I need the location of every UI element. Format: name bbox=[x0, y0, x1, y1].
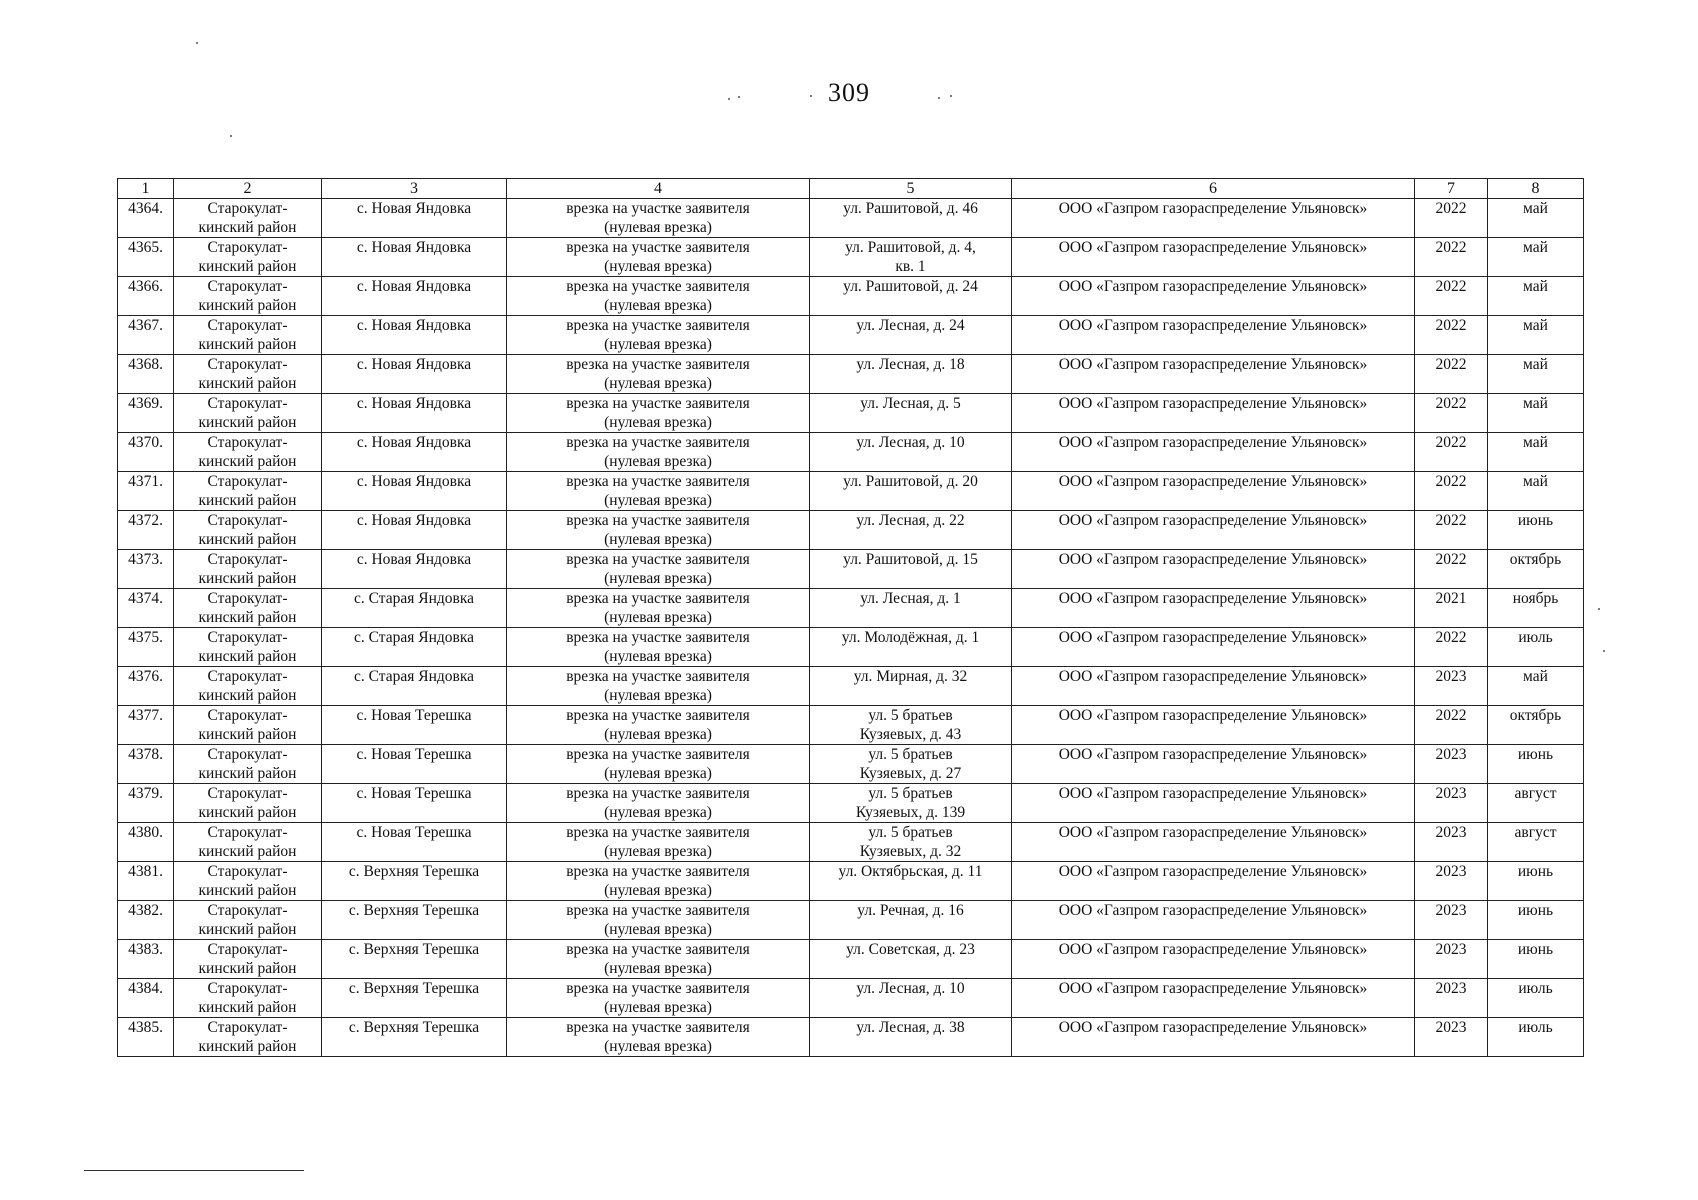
table-row bbox=[118, 628, 1584, 667]
organization-cell: ООО «Газпром газораспределение Ульяновск» bbox=[1012, 784, 1415, 823]
district-cell: Старокулат- кинский район bbox=[174, 706, 322, 745]
row-number: 4368. bbox=[118, 355, 174, 394]
address-cell: ул. 5 братьев Кузяевых, д. 139 bbox=[810, 784, 1012, 823]
year-cell: 2022 bbox=[1415, 511, 1488, 550]
month-cell: май bbox=[1488, 355, 1584, 394]
work-type-cell: врезка на участке заявителя (нулевая врезка) bbox=[507, 784, 810, 823]
month-cell: октябрь bbox=[1488, 706, 1584, 745]
district-cell: Старокулат- кинский район bbox=[174, 745, 322, 784]
table-row bbox=[118, 394, 1584, 433]
row-number: 4384. bbox=[118, 979, 174, 1018]
column-header-1: 1 bbox=[118, 179, 174, 199]
year-cell: 2023 bbox=[1415, 901, 1488, 940]
district-cell: Старокулат- кинский район bbox=[174, 589, 322, 628]
address-cell: ул. Рашитовой, д. 24 bbox=[810, 277, 1012, 316]
scan-speck bbox=[738, 96, 740, 98]
scan-speck bbox=[196, 42, 198, 44]
district-cell: Старокулат- кинский район bbox=[174, 238, 322, 277]
column-header-2: 2 bbox=[174, 179, 322, 199]
settlement-cell: с. Новая Яндовка bbox=[322, 433, 507, 472]
month-cell: июнь bbox=[1488, 940, 1584, 979]
work-type-cell: врезка на участке заявителя (нулевая врезка) bbox=[507, 511, 810, 550]
month-cell: август bbox=[1488, 784, 1584, 823]
address-cell: ул. 5 братьев Кузяевых, д. 27 bbox=[810, 745, 1012, 784]
row-number: 4371. bbox=[118, 472, 174, 511]
table-row bbox=[118, 979, 1584, 1018]
row-number: 4372. bbox=[118, 511, 174, 550]
work-type-cell: врезка на участке заявителя (нулевая врезка) bbox=[507, 433, 810, 472]
organization-cell: ООО «Газпром газораспределение Ульяновск» bbox=[1012, 940, 1415, 979]
organization-cell: ООО «Газпром газораспределение Ульяновск» bbox=[1012, 277, 1415, 316]
month-cell: июнь bbox=[1488, 901, 1584, 940]
year-cell: 2022 bbox=[1415, 550, 1488, 589]
table-row bbox=[118, 862, 1584, 901]
district-cell: Старокулат- кинский район bbox=[174, 472, 322, 511]
month-cell: июнь bbox=[1488, 511, 1584, 550]
row-number: 4378. bbox=[118, 745, 174, 784]
organization-cell: ООО «Газпром газораспределение Ульяновск» bbox=[1012, 199, 1415, 238]
organization-cell: ООО «Газпром газораспределение Ульяновск» bbox=[1012, 901, 1415, 940]
year-cell: 2023 bbox=[1415, 862, 1488, 901]
work-type-cell: врезка на участке заявителя (нулевая врезка) bbox=[507, 199, 810, 238]
year-cell: 2021 bbox=[1415, 589, 1488, 628]
table-row bbox=[118, 784, 1584, 823]
district-cell: Старокулат- кинский район bbox=[174, 667, 322, 706]
scan-speck bbox=[938, 97, 940, 99]
settlement-cell: с. Верхняя Терешка bbox=[322, 1018, 507, 1057]
settlement-cell: с. Новая Яндовка bbox=[322, 199, 507, 238]
work-type-cell: врезка на участке заявителя (нулевая врезка) bbox=[507, 1018, 810, 1057]
organization-cell: ООО «Газпром газораспределение Ульяновск» bbox=[1012, 823, 1415, 862]
district-cell: Старокулат- кинский район bbox=[174, 979, 322, 1018]
table-row bbox=[118, 706, 1584, 745]
organization-cell: ООО «Газпром газораспределение Ульяновск» bbox=[1012, 628, 1415, 667]
row-number: 4369. bbox=[118, 394, 174, 433]
scan-speck bbox=[1603, 650, 1605, 652]
district-cell: Старокулат- кинский район bbox=[174, 862, 322, 901]
settlement-cell: с. Верхняя Терешка bbox=[322, 979, 507, 1018]
row-number: 4379. bbox=[118, 784, 174, 823]
settlement-cell: с. Верхняя Терешка bbox=[322, 940, 507, 979]
work-type-cell: врезка на участке заявителя (нулевая врезка) bbox=[507, 472, 810, 511]
row-number: 4370. bbox=[118, 433, 174, 472]
month-cell: октябрь bbox=[1488, 550, 1584, 589]
organization-cell: ООО «Газпром газораспределение Ульяновск» bbox=[1012, 979, 1415, 1018]
month-cell: май bbox=[1488, 238, 1584, 277]
district-cell: Старокулат- кинский район bbox=[174, 550, 322, 589]
month-cell: май bbox=[1488, 199, 1584, 238]
month-cell: июнь bbox=[1488, 862, 1584, 901]
work-type-cell: врезка на участке заявителя (нулевая врезка) bbox=[507, 745, 810, 784]
work-type-cell: врезка на участке заявителя (нулевая врезка) bbox=[507, 862, 810, 901]
row-number: 4383. bbox=[118, 940, 174, 979]
settlement-cell: с. Новая Яндовка bbox=[322, 316, 507, 355]
address-cell: ул. Рашитовой, д. 20 bbox=[810, 472, 1012, 511]
year-cell: 2022 bbox=[1415, 316, 1488, 355]
table-row bbox=[118, 940, 1584, 979]
settlement-cell: с. Старая Яндовка bbox=[322, 589, 507, 628]
district-cell: Старокулат- кинский район bbox=[174, 901, 322, 940]
address-cell: ул. Октябрьская, д. 11 bbox=[810, 862, 1012, 901]
year-cell: 2023 bbox=[1415, 1018, 1488, 1057]
address-cell: ул. Лесная, д. 18 bbox=[810, 355, 1012, 394]
year-cell: 2022 bbox=[1415, 394, 1488, 433]
address-cell: ул. Лесная, д. 22 bbox=[810, 511, 1012, 550]
column-header-5: 5 bbox=[810, 179, 1012, 199]
district-cell: Старокулат- кинский район bbox=[174, 394, 322, 433]
row-number: 4382. bbox=[118, 901, 174, 940]
work-type-cell: врезка на участке заявителя (нулевая врезка) bbox=[507, 316, 810, 355]
scan-speck bbox=[728, 98, 730, 100]
settlement-cell: с. Старая Яндовка bbox=[322, 667, 507, 706]
year-cell: 2022 bbox=[1415, 199, 1488, 238]
district-cell: Старокулат- кинский район bbox=[174, 355, 322, 394]
table-row bbox=[118, 589, 1584, 628]
organization-cell: ООО «Газпром газораспределение Ульяновск» bbox=[1012, 667, 1415, 706]
row-number: 4367. bbox=[118, 316, 174, 355]
table-row bbox=[118, 1018, 1584, 1057]
row-number: 4365. bbox=[118, 238, 174, 277]
scan-edge-line bbox=[84, 1170, 304, 1171]
year-cell: 2022 bbox=[1415, 433, 1488, 472]
settlement-cell: с. Новая Яндовка bbox=[322, 277, 507, 316]
work-type-cell: врезка на участке заявителя (нулевая врезка) bbox=[507, 355, 810, 394]
table-row bbox=[118, 745, 1584, 784]
column-header-6: 6 bbox=[1012, 179, 1415, 199]
settlement-cell: с. Новая Терешка bbox=[322, 706, 507, 745]
address-cell: ул. 5 братьев Кузяевых, д. 32 bbox=[810, 823, 1012, 862]
organization-cell: ООО «Газпром газораспределение Ульяновск» bbox=[1012, 472, 1415, 511]
work-type-cell: врезка на участке заявителя (нулевая врезка) bbox=[507, 823, 810, 862]
column-header-4: 4 bbox=[507, 179, 810, 199]
month-cell: май bbox=[1488, 394, 1584, 433]
table-row bbox=[118, 667, 1584, 706]
address-cell: ул. Лесная, д. 24 bbox=[810, 316, 1012, 355]
district-cell: Старокулат- кинский район bbox=[174, 628, 322, 667]
work-type-cell: врезка на участке заявителя (нулевая врезка) bbox=[507, 940, 810, 979]
address-cell: ул. Лесная, д. 10 bbox=[810, 979, 1012, 1018]
row-number: 4366. bbox=[118, 277, 174, 316]
district-cell: Старокулат- кинский район bbox=[174, 940, 322, 979]
address-cell: ул. Лесная, д. 1 bbox=[810, 589, 1012, 628]
column-header-3: 3 bbox=[322, 179, 507, 199]
settlement-cell: с. Новая Яндовка bbox=[322, 355, 507, 394]
settlement-cell: с. Новая Яндовка bbox=[322, 238, 507, 277]
month-cell: август bbox=[1488, 823, 1584, 862]
work-type-cell: врезка на участке заявителя (нулевая врезка) bbox=[507, 589, 810, 628]
settlement-cell: с. Новая Яндовка bbox=[322, 511, 507, 550]
year-cell: 2023 bbox=[1415, 667, 1488, 706]
row-number: 4380. bbox=[118, 823, 174, 862]
table-row bbox=[118, 316, 1584, 355]
address-cell: ул. Мирная, д. 32 bbox=[810, 667, 1012, 706]
district-cell: Старокулат- кинский район bbox=[174, 784, 322, 823]
scan-speck bbox=[1598, 608, 1600, 610]
settlement-cell: с. Верхняя Терешка bbox=[322, 901, 507, 940]
year-cell: 2022 bbox=[1415, 277, 1488, 316]
table-row bbox=[118, 433, 1584, 472]
district-cell: Старокулат- кинский район bbox=[174, 199, 322, 238]
address-cell: ул. Лесная, д. 10 bbox=[810, 433, 1012, 472]
work-type-cell: врезка на участке заявителя (нулевая врезка) bbox=[507, 550, 810, 589]
table-row bbox=[118, 550, 1584, 589]
district-cell: Старокулат- кинский район bbox=[174, 316, 322, 355]
district-cell: Старокулат- кинский район bbox=[174, 433, 322, 472]
organization-cell: ООО «Газпром газораспределение Ульяновск» bbox=[1012, 394, 1415, 433]
year-cell: 2022 bbox=[1415, 238, 1488, 277]
work-type-cell: врезка на участке заявителя (нулевая врезка) bbox=[507, 901, 810, 940]
row-number: 4373. bbox=[118, 550, 174, 589]
address-cell: ул. Рашитовой, д. 46 bbox=[810, 199, 1012, 238]
year-cell: 2023 bbox=[1415, 823, 1488, 862]
row-number: 4377. bbox=[118, 706, 174, 745]
organization-cell: ООО «Газпром газораспределение Ульяновск» bbox=[1012, 706, 1415, 745]
month-cell: май bbox=[1488, 472, 1584, 511]
address-cell: ул. 5 братьев Кузяевых, д. 43 bbox=[810, 706, 1012, 745]
table-row bbox=[118, 511, 1584, 550]
address-cell: ул. Рашитовой, д. 4, кв. 1 bbox=[810, 238, 1012, 277]
row-number: 4364. bbox=[118, 199, 174, 238]
month-cell: июль bbox=[1488, 628, 1584, 667]
row-number: 4376. bbox=[118, 667, 174, 706]
address-cell: ул. Лесная, д. 38 bbox=[810, 1018, 1012, 1057]
year-cell: 2023 bbox=[1415, 784, 1488, 823]
organization-cell: ООО «Газпром газораспределение Ульяновск» bbox=[1012, 238, 1415, 277]
table-row bbox=[118, 823, 1584, 862]
table-row bbox=[118, 199, 1584, 238]
organization-cell: ООО «Газпром газораспределение Ульяновск» bbox=[1012, 433, 1415, 472]
month-cell: июль bbox=[1488, 1018, 1584, 1057]
table-row bbox=[118, 472, 1584, 511]
organization-cell: ООО «Газпром газораспределение Ульяновск» bbox=[1012, 511, 1415, 550]
column-header-7: 7 bbox=[1415, 179, 1488, 199]
scan-speck bbox=[230, 135, 232, 137]
settlement-cell: с. Новая Терешка bbox=[322, 823, 507, 862]
month-cell: июнь bbox=[1488, 745, 1584, 784]
address-cell: ул. Рашитовой, д. 15 bbox=[810, 550, 1012, 589]
district-cell: Старокулат- кинский район bbox=[174, 823, 322, 862]
work-type-cell: врезка на участке заявителя (нулевая врезка) bbox=[507, 277, 810, 316]
page-number: 309 bbox=[828, 78, 870, 107]
year-cell: 2022 bbox=[1415, 355, 1488, 394]
registry-table bbox=[117, 178, 1584, 1057]
year-cell: 2023 bbox=[1415, 745, 1488, 784]
organization-cell: ООО «Газпром газораспределение Ульяновск» bbox=[1012, 550, 1415, 589]
row-number: 4374. bbox=[118, 589, 174, 628]
work-type-cell: врезка на участке заявителя (нулевая врезка) bbox=[507, 238, 810, 277]
organization-cell: ООО «Газпром газораспределение Ульяновск» bbox=[1012, 316, 1415, 355]
settlement-cell: с. Новая Яндовка bbox=[322, 472, 507, 511]
work-type-cell: врезка на участке заявителя (нулевая врезка) bbox=[507, 628, 810, 667]
organization-cell: ООО «Газпром газораспределение Ульяновск» bbox=[1012, 589, 1415, 628]
work-type-cell: врезка на участке заявителя (нулевая врезка) bbox=[507, 394, 810, 433]
work-type-cell: врезка на участке заявителя (нулевая врезка) bbox=[507, 979, 810, 1018]
organization-cell: ООО «Газпром газораспределение Ульяновск» bbox=[1012, 862, 1415, 901]
address-cell: ул. Молодёжная, д. 1 bbox=[810, 628, 1012, 667]
organization-cell: ООО «Газпром газораспределение Ульяновск» bbox=[1012, 355, 1415, 394]
year-cell: 2022 bbox=[1415, 472, 1488, 511]
table-header-row bbox=[118, 179, 1584, 199]
address-cell: ул. Лесная, д. 5 bbox=[810, 394, 1012, 433]
month-cell: май bbox=[1488, 277, 1584, 316]
year-cell: 2023 bbox=[1415, 979, 1488, 1018]
settlement-cell: с. Новая Терешка bbox=[322, 745, 507, 784]
organization-cell: ООО «Газпром газораспределение Ульяновск» bbox=[1012, 745, 1415, 784]
settlement-cell: с. Новая Терешка bbox=[322, 784, 507, 823]
column-header-8: 8 bbox=[1488, 179, 1584, 199]
scan-speck bbox=[950, 95, 952, 97]
row-number: 4375. bbox=[118, 628, 174, 667]
district-cell: Старокулат- кинский район bbox=[174, 511, 322, 550]
table-row bbox=[118, 901, 1584, 940]
year-cell: 2022 bbox=[1415, 706, 1488, 745]
scan-speck bbox=[810, 95, 812, 97]
organization-cell: ООО «Газпром газораспределение Ульяновск» bbox=[1012, 1018, 1415, 1057]
settlement-cell: с. Старая Яндовка bbox=[322, 628, 507, 667]
table-row bbox=[118, 355, 1584, 394]
district-cell: Старокулат- кинский район bbox=[174, 1018, 322, 1057]
settlement-cell: с. Верхняя Терешка bbox=[322, 862, 507, 901]
year-cell: 2022 bbox=[1415, 628, 1488, 667]
work-type-cell: врезка на участке заявителя (нулевая врезка) bbox=[507, 706, 810, 745]
row-number: 4385. bbox=[118, 1018, 174, 1057]
district-cell: Старокулат- кинский район bbox=[174, 277, 322, 316]
month-cell: май bbox=[1488, 667, 1584, 706]
month-cell: май bbox=[1488, 433, 1584, 472]
settlement-cell: с. Новая Яндовка bbox=[322, 550, 507, 589]
settlement-cell: с. Новая Яндовка bbox=[322, 394, 507, 433]
year-cell: 2023 bbox=[1415, 940, 1488, 979]
month-cell: ноябрь bbox=[1488, 589, 1584, 628]
table-row bbox=[118, 277, 1584, 316]
month-cell: май bbox=[1488, 316, 1584, 355]
table-row bbox=[118, 238, 1584, 277]
table-body bbox=[118, 199, 1584, 1057]
address-cell: ул. Советская, д. 23 bbox=[810, 940, 1012, 979]
month-cell: июль bbox=[1488, 979, 1584, 1018]
work-type-cell: врезка на участке заявителя (нулевая врезка) bbox=[507, 667, 810, 706]
address-cell: ул. Речная, д. 16 bbox=[810, 901, 1012, 940]
row-number: 4381. bbox=[118, 862, 174, 901]
